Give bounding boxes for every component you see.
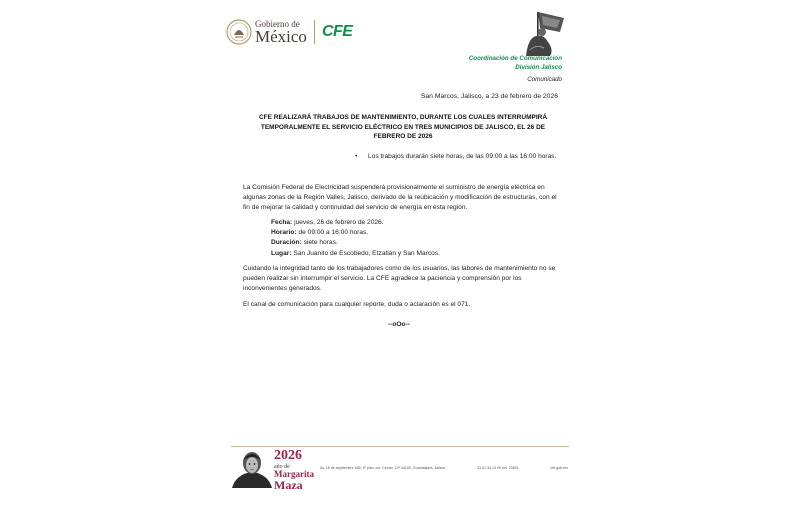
org-line-2: División Jalisco bbox=[515, 63, 562, 71]
org-line-1: Coordinación de Comunicación bbox=[468, 55, 562, 62]
logo-divider bbox=[314, 20, 315, 44]
footer-divider bbox=[231, 446, 569, 447]
bullet-item bbox=[355, 152, 563, 162]
year-label: 2026 bbox=[274, 448, 302, 463]
mexico-label: México bbox=[255, 26, 307, 46]
date-line: San Marcos, Jalisco, a 23 de febrero de 2026 bbox=[420, 93, 558, 100]
detail-fecha bbox=[271, 218, 440, 228]
horario-value: de 09:00 a 16:00 horas. bbox=[296, 229, 369, 237]
bullet-icon: • bbox=[355, 153, 358, 160]
paragraph-contact: El canal de comunicación para cualquier reporte, duda o aclaración es el 071. bbox=[243, 301, 471, 308]
seal-icon bbox=[226, 19, 252, 45]
detail-lugar bbox=[271, 249, 440, 259]
year-block bbox=[274, 449, 314, 491]
closing-mark: --oOo-- bbox=[388, 321, 410, 328]
detail-duracion bbox=[271, 238, 440, 248]
organization-block bbox=[469, 55, 562, 72]
portrait-illustration bbox=[230, 448, 274, 488]
footer-phone: 33 31 34 13 00 ext. 23601 bbox=[477, 466, 519, 470]
document-type: Comunicado bbox=[527, 76, 562, 83]
ano-label: año de bbox=[274, 464, 290, 470]
duracion-label: Duración: bbox=[271, 239, 302, 247]
fecha-value: jueves, 26 de febrero de 2026. bbox=[292, 219, 384, 226]
footer-contact bbox=[320, 466, 568, 470]
paragraph-safety: Cuidando la integridad tanto de los trabajadores como de los usuarios, las labores de mantenimiento no se pueden realizar sin interrumpir el servicio. La CFE agradece la paciencia y comprensión por los inconvenientes generados. bbox=[243, 265, 556, 292]
document-title: CFE REALIZARÁ TRABAJOS DE MANTENIMIENTO, DURANTE LOS CUALES INTERRUMPIRÁ TEMPORALMENTE EL SERVICIO ELÉCTRICO EN TRES MUNICIPIOS DE JALISCO, EL 26 DE FEBRERO DE 2026 bbox=[258, 114, 548, 140]
footer-address: Av. 16 de septiembre 485, 4º piso, col. Centro, CP 44100, Guadalajara, Jalisco bbox=[320, 466, 446, 470]
gobierno-label: Gobierno de bbox=[255, 18, 300, 29]
details-block bbox=[271, 218, 440, 259]
flag-illustration bbox=[520, 10, 570, 58]
gobierno-logo bbox=[226, 19, 352, 45]
detail-horario bbox=[271, 228, 440, 238]
lugar-label: Lugar: bbox=[271, 249, 292, 257]
paragraph-intro: La Comisión Federal de Electricidad suspenderá provisionalmente el suministro de energía eléctrica en algunas zonas de la Región Valles, Jalisco, derivado de la reubicación y modificación de estructuras, con el fin de mejorar la calidad y continuidad del servicio de energía en esta región. bbox=[243, 184, 557, 211]
cfe-logo: CFE bbox=[321, 23, 353, 40]
footer-web: cfe.gob.mx bbox=[550, 466, 568, 470]
fecha-label: Fecha: bbox=[271, 219, 293, 226]
name-last: Maza bbox=[274, 478, 303, 492]
lugar-value: San Juanito de Escobedo, Etzatlán y San Marcos. bbox=[291, 249, 440, 257]
name-first: Margarita bbox=[274, 469, 314, 479]
bullet-text: Los trabajos durarán siete horas, de las 09:00 a las 16:00 horas. bbox=[368, 153, 557, 160]
duracion-value: siete horas. bbox=[301, 239, 338, 247]
horario-label: Horario: bbox=[271, 229, 297, 237]
